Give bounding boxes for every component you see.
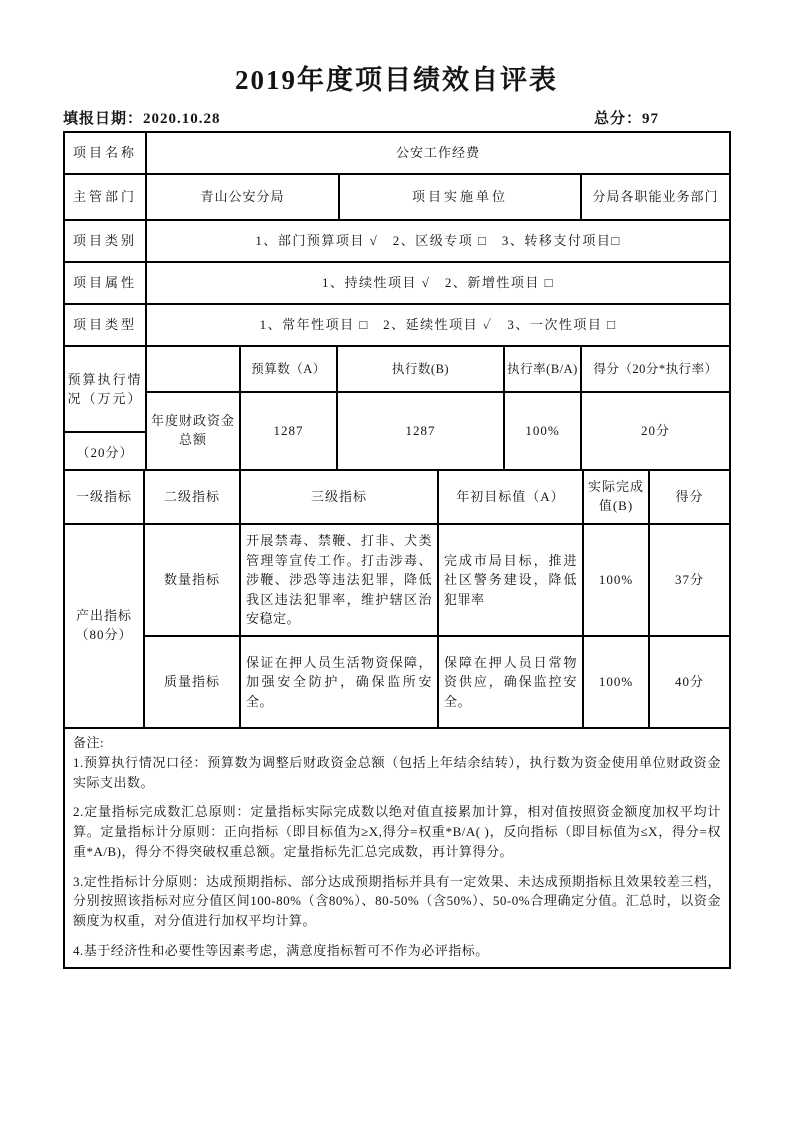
quality-indicator-actual: 100% <box>584 637 650 729</box>
budget-left-column <box>65 347 147 471</box>
project-name-label: 项目名称 <box>65 133 147 175</box>
budget-section <box>65 347 729 471</box>
budget-col-score: 得分（20分*执行率） <box>582 347 729 393</box>
page-title: 2019年度项目绩效自评表 <box>235 65 558 95</box>
quantity-indicator-score: 37分 <box>650 525 729 637</box>
report-date-label: 填报日期： <box>63 111 144 127</box>
form-table <box>63 131 731 969</box>
quality-indicator-score: 40分 <box>650 637 729 729</box>
impl-unit-value: 分局各职能业务部门 <box>582 175 729 221</box>
row-project-attribute <box>65 263 729 305</box>
row-project-category <box>65 221 729 263</box>
notes-title: 备注: <box>73 735 105 750</box>
col-score: 得分 <box>650 471 729 525</box>
note-item-4: 4.基于经济性和必要性等因素考虑，满意度指标暂可不作为必评指标。 <box>73 942 489 958</box>
report-date-value: 2020.10.28 <box>143 111 221 127</box>
note-item-2: 2.定量指标完成数汇总原则：定量指标实际完成数以绝对值直接累加计算，相对值按照资金额度加权平均计算。定量指标计分原则：正向指标（即目标值为≥X,得分=权重*B/A( )，反向指标（即目标值为≤X，得分=权重*A/B)，得分不得突破权重总额。定量指标先汇总完成数，再计算得分。 <box>73 804 721 859</box>
notes-section <box>65 729 729 967</box>
output-group-label: 产出指标（80分） <box>65 525 145 729</box>
budget-value-score: 20分 <box>582 393 729 471</box>
project-category-label: 项目类别 <box>65 221 147 263</box>
row-project-type <box>65 305 729 347</box>
col-actual: 实际完成值(B) <box>584 471 650 525</box>
project-type-label: 项目类型 <box>65 305 147 347</box>
quantity-indicator-target: 完成市局目标，推进社区警务建设，降低犯罪率 <box>439 525 584 637</box>
quality-indicator-target: 保障在押人员日常物资供应，确保监控安全。 <box>439 637 584 729</box>
quantity-indicator-detail: 开展禁毒、禁鞭、打非、犬类管理等宣传工作。打击涉毒、涉鞭、涉恐等违法犯罪，降低我区违法犯罪率，维护辖区治安稳定。 <box>241 525 439 637</box>
budget-value-executed: 1287 <box>338 393 505 471</box>
note-item-1: 1.预算执行情况口径：预算数为调整后财政资金总额（包括上年结余结转），执行数为资金使用单位财政资金实际支出数。 <box>73 754 721 790</box>
quality-indicator-label: 质量指标 <box>145 637 241 729</box>
report-date <box>63 107 221 128</box>
total-score-value: 97 <box>642 111 659 127</box>
budget-section-label: 预算执行情况（万元） <box>65 347 145 433</box>
indicator-body <box>65 525 729 729</box>
total-score <box>594 107 659 128</box>
budget-col-rate: 执行率(B/A) <box>505 347 582 393</box>
row-project-name <box>65 133 729 175</box>
project-attribute-label: 项目属性 <box>65 263 147 305</box>
meta-row <box>63 107 731 131</box>
project-type-options: 1、常年性项目 □ 2、延续性项目 ✓ 3、一次性项目 □ <box>147 305 729 347</box>
budget-value-budget: 1287 <box>241 393 338 471</box>
impl-unit-label: 项目实施单位 <box>340 175 582 221</box>
budget-section-score-label: （20分） <box>76 444 134 460</box>
dept-label: 主管部门 <box>65 175 147 221</box>
row-departments <box>65 175 729 221</box>
col-level1: 一级指标 <box>65 471 145 525</box>
project-name-value: 公安工作经费 <box>147 133 729 175</box>
col-target: 年初目标值（A） <box>439 471 584 525</box>
project-attribute-options: 1、持续性项目 √ 2、新增性项目 □ <box>147 263 729 305</box>
budget-header-blank <box>147 347 241 393</box>
quantity-indicator-actual: 100% <box>584 525 650 637</box>
col-level3: 三级指标 <box>241 471 439 525</box>
budget-col-budget: 预算数（A） <box>241 347 338 393</box>
budget-value-rate: 100% <box>505 393 582 471</box>
quantity-indicator-label: 数量指标 <box>145 525 241 637</box>
quality-indicator-detail: 保证在押人员生活物资保障，加强安全防护，确保监所安全。 <box>241 637 439 729</box>
note-item-3: 3.定性指标计分原则：达成预期指标、部分达成预期指标并具有一定效果、未达成预期指标且效果较差三档，分别按照该指标对应分值区间100-80%（含80%）、80-50%（含50%）、50-0%合理确定分值。汇总时，以资金额度为权重，对分值进行加权平均计算。 <box>73 873 721 928</box>
dept-value: 青山公安分局 <box>147 175 340 221</box>
total-score-label: 总分： <box>593 111 642 127</box>
indicator-header-row <box>65 471 729 525</box>
project-category-options: 1、部门预算项目 √ 2、区级专项 □ 3、转移支付项目□ <box>147 221 729 263</box>
budget-col-executed: 执行数(B) <box>338 347 505 393</box>
budget-row-name: 年度财政资金总额 <box>147 393 241 471</box>
col-level2: 二级指标 <box>145 471 241 525</box>
